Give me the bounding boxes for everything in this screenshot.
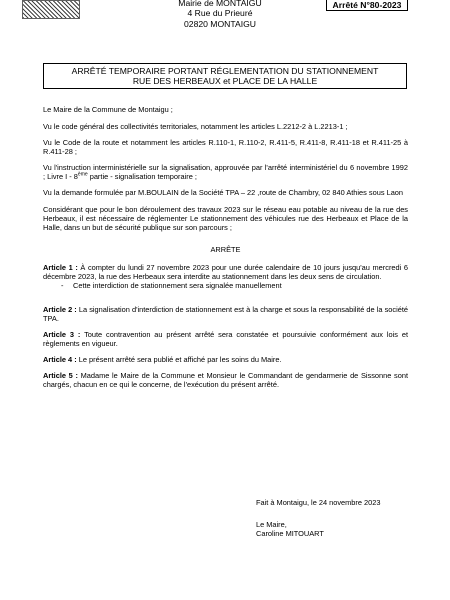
preamble-vu-demande: Vu la demande formulée par M.BOULAIN de la Société TPA – 22 ,route de Chambry, 02 840 Athies sous Laon	[43, 188, 404, 197]
preamble-vu-code-route: Vu le Code de la route et notamment les articles R.110-1, R.110-2, R.411-5, R.411-8, R.411-18 et R.411-25 à R.411-28 ;	[43, 138, 408, 156]
preamble-maire: Le Maire de la Commune de Montaigu ;	[43, 105, 173, 114]
title-line-1: ARRÊTÉ TEMPORAIRE PORTANT RÉGLEMENTATION DU STATIONNEMENT	[71, 66, 379, 76]
signature-role: Le Maire,	[256, 520, 287, 529]
signature-block	[256, 498, 426, 538]
bullet-dash: -	[61, 281, 64, 290]
vu3-text-b: partie - signalisation temporaire ;	[87, 172, 197, 181]
mairie-name: Mairie de MONTAIGU	[178, 0, 262, 8]
article-1	[43, 263, 408, 281]
preamble-vu-instruction	[43, 163, 408, 181]
mairie-city: 02820 MONTAIGU	[184, 18, 256, 29]
mairie-address	[160, 0, 280, 29]
mairie-street: 4 Rue du Prieuré	[187, 8, 253, 19]
preamble-vu-cgct: Vu le code général des collectivités territoriales, notamment les articles L.2212-2 à L.2213-1 ;	[43, 122, 348, 131]
article-3-label: Article 3 :	[43, 330, 81, 339]
article-4-label: Article 4 :	[43, 355, 77, 364]
document-body	[43, 105, 408, 389]
article-1-text: À compter du lundi 27 novembre 2023 pour une durée calendaire de 10 jours jusqu'au mercredi 6 décembre 2023, la rue des Herbeaux sera interdite au stationnement dans les deux sens de circulation.	[43, 263, 408, 281]
article-4	[43, 355, 408, 364]
article-5-text: Madame le Maire de la Commune et Monsieur le Commandant de gendarmerie de Sissonne sont chargés, chacun en ce qui le concerne, de l'exécution du présent arrêté.	[43, 371, 408, 389]
bullet-text: Cette interdiction de stationnement sera signalée manuellement	[73, 281, 282, 290]
signature-place-date: Fait à Montaigu, le 24 novembre 2023	[256, 498, 381, 507]
article-1-label: Article 1 :	[43, 263, 78, 272]
article-3	[43, 330, 408, 348]
article-3-text: Toute contravention au présent arrêté sera constatée et poursuivie conformément aux lois et règlements en vigueur.	[43, 330, 408, 348]
article-2-text: La signalisation d'interdiction de stationnement est à la charge et sous la responsabilité de la société TPA.	[43, 305, 409, 323]
article-1-bullet	[43, 281, 408, 290]
document-title	[43, 63, 407, 89]
signature-name: Caroline MITOUART	[256, 529, 324, 538]
title-line-2: RUE DES HERBEAUX et PLACE DE LA HALLE	[132, 76, 318, 86]
article-5	[43, 371, 408, 389]
vu3-superscript: ème	[77, 171, 88, 178]
article-4-text: Le présent arrêté sera publié et affiché par les soins du Maire.	[76, 355, 282, 364]
arrete-heading: ARRÊTE	[210, 245, 241, 254]
vu3-text-a: Vu l'instruction interministérielle sur la signalisation, approuvée par l'arrêté interministériel du 6 novembre 1992 ; Livre I - 8	[43, 163, 408, 181]
article-5-label: Article 5 :	[43, 371, 78, 380]
arrete-number-box: Arrêté N°80-2023	[326, 0, 408, 11]
article-2	[43, 305, 408, 323]
municipal-crest-logo	[22, 0, 80, 19]
preamble-considerant: Considérant que pour le bon déroulement des travaux 2023 sur le réseau eau potable au niveau de la rue des Herbeaux, il est nécessaire de réglementer Le stationnement des véhicules rue des Herbeaux et Place de la Halle, dans un but de sécurité publique sur son parcours ;	[43, 205, 408, 232]
article-2-label: Article 2 :	[43, 305, 77, 314]
